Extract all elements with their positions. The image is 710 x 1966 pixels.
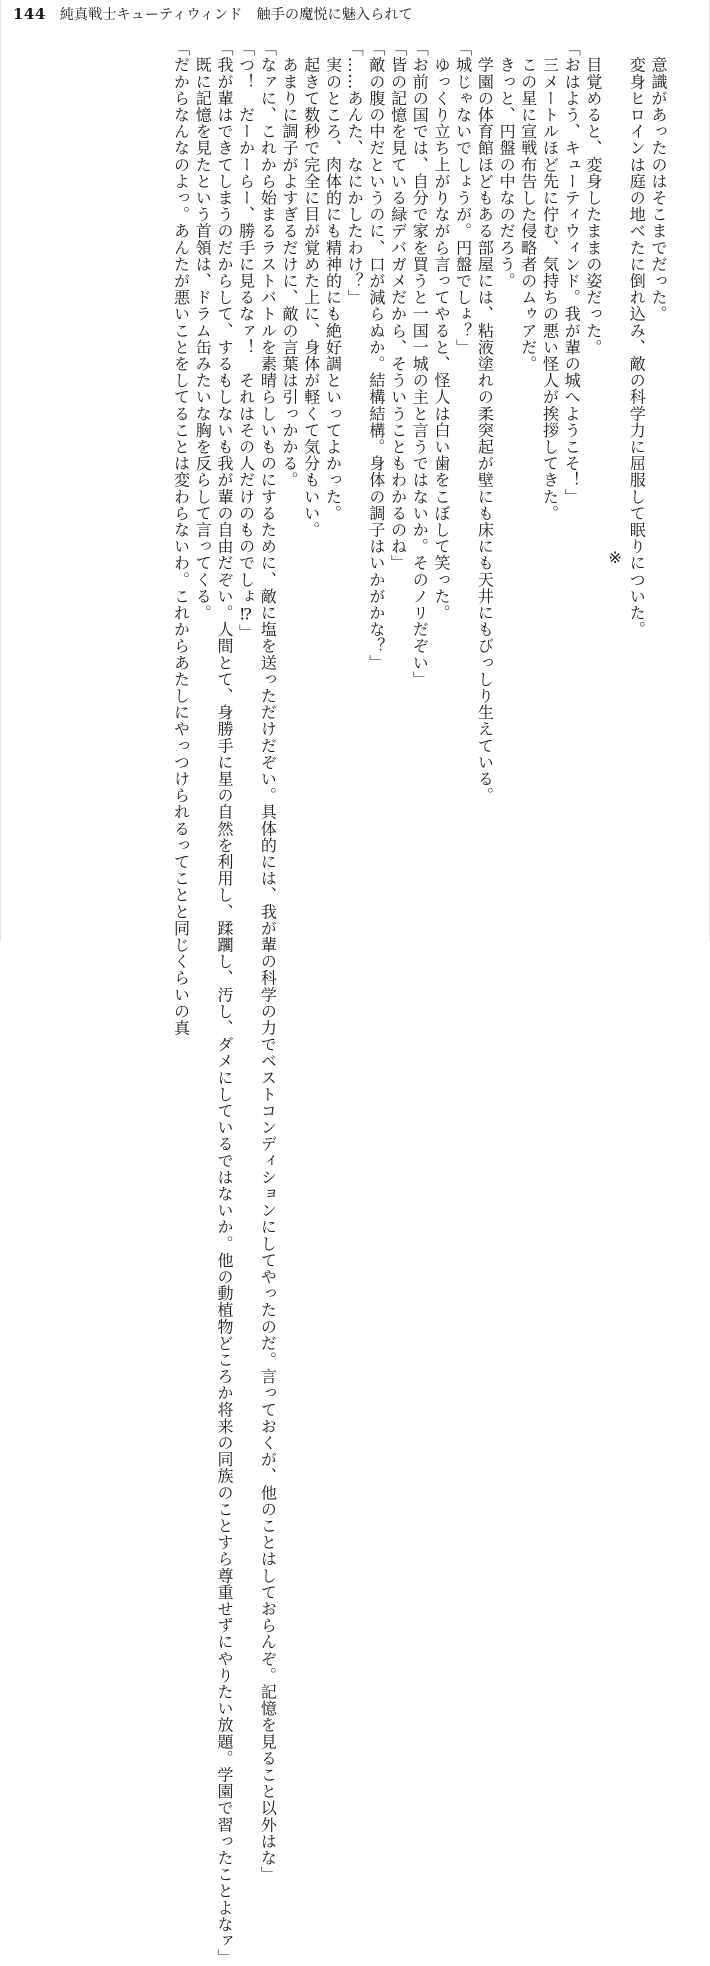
page-number: 144 xyxy=(13,5,46,23)
text-line: 「皆の記憶を見ている緑デバガメだから、そういうこともわかるのね」 xyxy=(388,40,408,572)
text-line: 目覚めると、変身したままの姿だった。 xyxy=(583,40,603,356)
text-line: ゆっくり立ち上がりながら言ってやると、怪人は白い歯をこぼして笑った。 xyxy=(431,40,451,621)
text-line: 「我が輩はできてしまうのだからして、するもしないも我が輩の自由だぞい。人間とて、身勝手に星の自然を利用し、蹂躙し、汚し、ダメにしているではないか。他の動植物どころか将来の同族のことすら尊重せずにやりたい放題。学園で習ったことよなァ」 xyxy=(214,40,234,1966)
text-line: あまりに調子がよすぎるだけに、敵の言葉は引っかかる。 xyxy=(280,40,300,489)
text-line: 学園の体育館ほどもある部屋には、粘液塗れの柔突起が壁にも床にも天井にもびっしり生えている。 xyxy=(475,40,495,804)
running-title: 純真戦士キューティウィンド 触手の魔悦に魅入られて xyxy=(59,7,413,23)
text-line: 「……あんた、なにかしたわけ？」 xyxy=(345,40,365,306)
text-line: 「敵の腹の中だというのに、口が減らぬか。結構結構。身体の調子はいかがかな？」 xyxy=(366,40,386,671)
text-line: 「なァに、これから始まるラストバトルを素晴らしいものにするために、敵に塩を送っただけだぞい。具体的には、我が輩の科学の力でベストコンディションにしてやったのだ。言っておくが、他のことはしておらんぞ。記憶を見ること以外はな」 xyxy=(258,40,278,1883)
text-line: 「城じゃないでしょうが。円盤でしょ？」 xyxy=(453,40,473,356)
text-line: 意識があったのはそこまでだった。 xyxy=(649,40,668,323)
text-line: 起きて数秒で完全に目が覚めた上に、身体が軽くて気分もいい。 xyxy=(301,40,321,538)
page-header xyxy=(13,4,413,26)
text-line: 「だからなんなのよっ。あんたが悪いことをしてることは変わらないわ。これからあたしにやっつけられるってことと同じくらいの真 xyxy=(171,40,191,1036)
text-line: きっと、円盤の中なのだろう。 xyxy=(497,40,517,289)
text-line: 実のところ、肉体的にも精神的にも絶好調といってよかった。 xyxy=(323,40,343,522)
text-line: 既に記憶を見たという首領は、ドラム缶みたいな胸を反らして言ってくる。 xyxy=(193,40,213,621)
text-line: 「お前の国では、自分で家を買うと一国一城の主と言うではないか。そのノリだぞい」 xyxy=(410,40,430,688)
text-line: この星に宣戦布告した侵略者のムゥアだ。 xyxy=(518,40,538,372)
text-line: 「おはよう、キューティウィンド。我が輩の城へようこそ！」 xyxy=(562,40,582,505)
text-line: 三メートルほど先に佇む、気持ちの悪い怪人が挨拶してきた。 xyxy=(540,40,560,522)
scene-break-mark: ※ xyxy=(605,548,625,568)
vertical-body-text xyxy=(29,40,669,1966)
text-line: 「つ！ だーかーらー、勝手に見るなァ！ それはその人だけのものでしょ⁉」 xyxy=(236,40,256,641)
text-line: 変身ヒロインは庭の地べたに倒れ込み、敵の科学力に屈服して眠りについた。 xyxy=(627,40,647,638)
